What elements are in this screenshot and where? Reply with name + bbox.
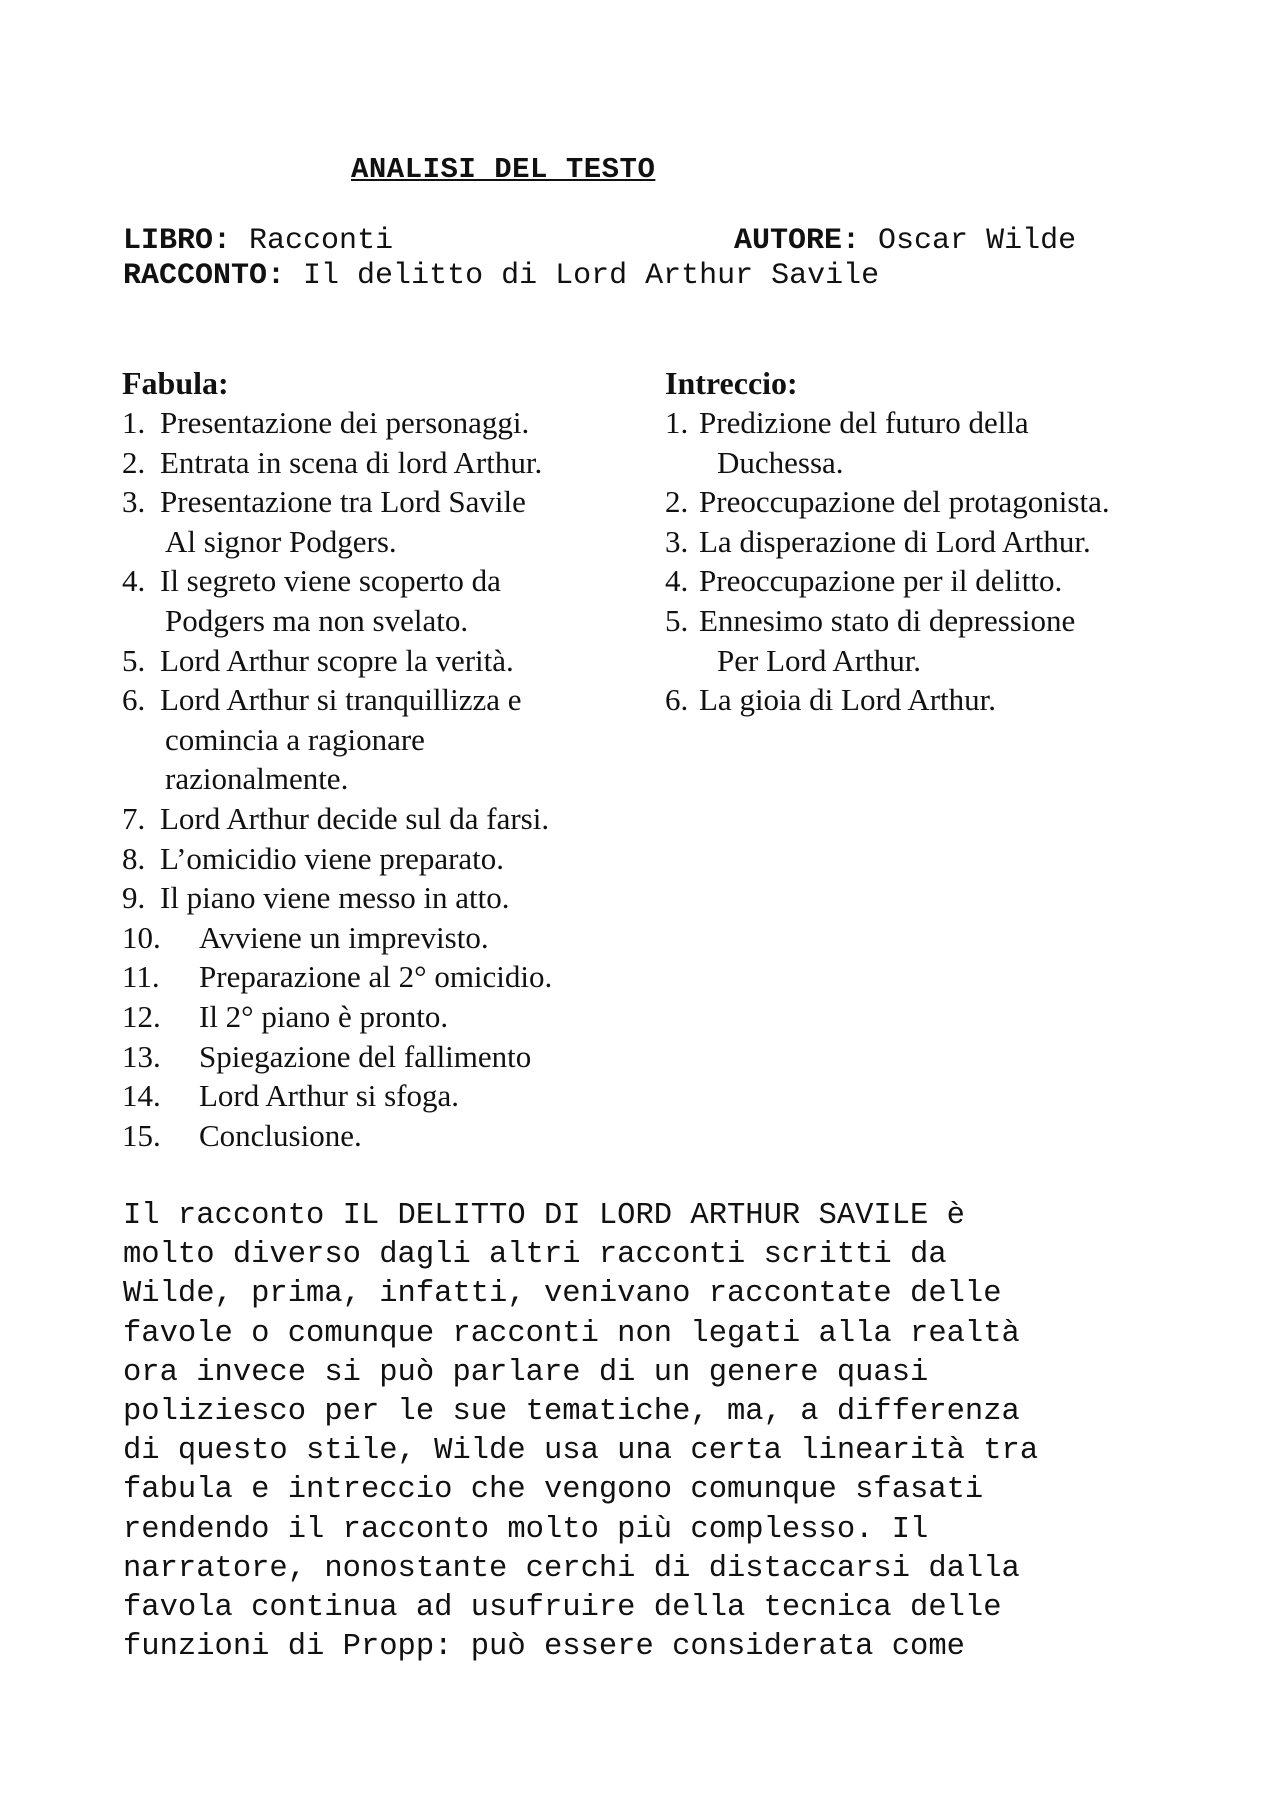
fabula-item-line: Presentazione dei personaggi. [160, 405, 530, 440]
intreccio-item-line: La disperazione di Lord Arthur. [699, 523, 1091, 559]
intreccio-item-text [699, 601, 1225, 680]
fabula-item-number: 6. [122, 682, 146, 718]
fabula-item-text [160, 403, 642, 443]
intreccio-item-number: 2. [665, 484, 689, 520]
fabula-item [122, 878, 642, 918]
intreccio-item [665, 601, 1225, 680]
fabula-item-text [160, 839, 642, 879]
fabula-item-text [199, 1076, 642, 1116]
paragraph-line: favole o comunque racconti non legati alla realtà [123, 1316, 1020, 1351]
fabula-item-text [160, 641, 642, 681]
intreccio-item-text [699, 522, 1225, 562]
intreccio-item-line: Predizione del futuro della [699, 405, 1029, 440]
document-title: ANALISI DEL TESTO [351, 153, 656, 186]
fabula-item-number: 13. [122, 1038, 161, 1074]
intreccio-item [665, 680, 1225, 720]
fabula-item [122, 443, 642, 483]
intreccio-item-number: 6. [665, 682, 689, 718]
intreccio-item-number: 4. [665, 563, 689, 599]
fabula-item-line: Il 2° piano è pronto. [199, 998, 449, 1034]
fabula-item-line: Presentazione tra Lord Savile [160, 484, 526, 520]
fabula-item-number: 9. [122, 880, 146, 916]
intreccio-item-number: 5. [665, 602, 689, 638]
intreccio-item-text [699, 561, 1225, 601]
intreccio-item-line: Preoccupazione del protagonista. [699, 484, 1110, 520]
fabula-column [122, 363, 642, 1155]
fabula-item-number: 5. [122, 642, 146, 678]
libro-line [123, 224, 393, 258]
fabula-item-text [199, 1116, 642, 1156]
paragraph-line: molto diverso dagli altri racconti scritti da [123, 1238, 947, 1273]
fabula-item [122, 680, 642, 799]
paragraph-line: poliziesco per le sue tematiche, ma, a differenza [123, 1395, 1020, 1430]
paragraph-line: narratore, nonostante cerchi di distaccarsi dalla [123, 1551, 1020, 1586]
fabula-item-line: Lord Arthur si tranquillizza e [160, 682, 522, 718]
racconto-label: RACCONTO: [123, 259, 286, 293]
intreccio-item-line: Preoccupazione per il delitto. [699, 563, 1063, 599]
fabula-item [122, 839, 642, 879]
intreccio-item-text [699, 680, 1225, 720]
libro-label: LIBRO: [123, 224, 232, 258]
intreccio-item-line: Ennesimo stato di depressione [699, 602, 1076, 638]
intreccio-item-number: 3. [665, 523, 689, 559]
racconto-value: Il delitto di Lord Arthur Savile [303, 259, 880, 293]
intreccio-item-text [699, 482, 1225, 522]
fabula-item [122, 957, 642, 997]
paragraph-line: funzioni di Propp: può essere considerata come [123, 1630, 965, 1665]
fabula-item-number: 10. [122, 919, 161, 955]
fabula-item-line: Spiegazione del fallimento [199, 1038, 532, 1074]
intreccio-item-line: La gioia di Lord Arthur. [699, 682, 997, 718]
fabula-item-text [199, 957, 642, 997]
fabula-item-text [199, 997, 642, 1037]
fabula-item-text [160, 799, 642, 839]
fabula-item-text [199, 1037, 642, 1077]
fabula-item-line: Il segreto viene scoperto da [160, 563, 501, 599]
intreccio-item-line: Per Lord Arthur. [717, 642, 922, 678]
fabula-item-number: 3. [122, 484, 146, 520]
fabula-item [122, 1076, 642, 1116]
intreccio-item-line: Duchessa. [717, 444, 844, 480]
analysis-paragraph [123, 1197, 1223, 1667]
fabula-item-line: Podgers ma non svelato. [165, 602, 469, 638]
fabula-item-line: Lord Arthur si sfoga. [199, 1078, 460, 1114]
racconto-line [123, 259, 879, 293]
intreccio-item [665, 561, 1225, 601]
fabula-item-text [160, 443, 642, 483]
paragraph-line: Il racconto IL DELITTO DI LORD ARTHUR SAVILE è [123, 1199, 965, 1233]
fabula-item-number: 4. [122, 563, 146, 599]
fabula-item-number: 12. [122, 998, 161, 1034]
fabula-item-line: Preparazione al 2° omicidio. [199, 959, 553, 995]
fabula-item-line: Avviene un imprevisto. [199, 919, 489, 955]
intreccio-column [665, 363, 1225, 720]
paragraph-line: rendendo il racconto molto più complesso. Il [123, 1512, 929, 1547]
fabula-heading: Fabula: [122, 365, 229, 401]
paragraph-line: favola continua ad usufruire della tecnica delle [123, 1591, 1002, 1626]
fabula-item [122, 1116, 642, 1156]
fabula-item-number: 11. [122, 959, 160, 995]
fabula-item-text [160, 878, 642, 918]
paragraph-line: ora invece si può parlare di un genere quasi [123, 1355, 929, 1390]
fabula-item-line: Lord Arthur decide sul da farsi. [160, 800, 550, 836]
fabula-item [122, 561, 642, 640]
libro-value: Racconti [249, 224, 394, 258]
intreccio-list [665, 403, 1225, 720]
fabula-item-text [160, 680, 642, 799]
fabula-item-line: Lord Arthur scopre la verità. [160, 642, 514, 678]
fabula-item [122, 403, 642, 443]
fabula-item-number: 8. [122, 840, 146, 876]
fabula-item [122, 482, 642, 561]
intreccio-item-number: 1. [665, 405, 689, 440]
intreccio-item-text [699, 403, 1225, 482]
autore-value: Oscar Wilde [878, 224, 1077, 258]
paragraph-line: di questo stile, Wilde usa una certa linearità tra [123, 1434, 1039, 1469]
fabula-item-line: Entrata in scena di lord Arthur. [160, 444, 543, 480]
fabula-item-line: Conclusione. [199, 1117, 362, 1153]
fabula-item [122, 1037, 642, 1077]
fabula-item [122, 918, 642, 958]
fabula-item-line: Il piano viene messo in atto. [160, 880, 510, 916]
fabula-item-line: L’omicidio viene preparato. [160, 840, 505, 876]
fabula-item [122, 641, 642, 681]
fabula-item-number: 7. [122, 800, 146, 836]
paragraph-line: Wilde, prima, infatti, venivano raccontate delle [123, 1277, 1002, 1312]
intreccio-item [665, 403, 1225, 482]
autore-label: AUTORE: [734, 224, 861, 258]
intreccio-item [665, 522, 1225, 562]
fabula-item-text [160, 561, 642, 640]
fabula-item [122, 799, 642, 839]
fabula-item-number: 14. [122, 1078, 161, 1114]
fabula-item-number: 1. [122, 405, 146, 440]
fabula-item-text [199, 918, 642, 958]
intreccio-heading: Intreccio: [665, 365, 798, 401]
fabula-list [122, 403, 642, 1155]
autore-line [734, 224, 1076, 258]
fabula-item-number: 2. [122, 444, 146, 480]
fabula-item-line: comincia a ragionare [165, 721, 425, 757]
fabula-item-line: Al signor Podgers. [165, 523, 397, 559]
fabula-item-number: 15. [122, 1117, 161, 1153]
intreccio-item [665, 482, 1225, 522]
fabula-item-text [160, 482, 642, 561]
paragraph-line: fabula e intreccio che vengono comunque sfasati [123, 1473, 984, 1508]
fabula-item-line: razionalmente. [165, 761, 349, 797]
fabula-item [122, 997, 642, 1037]
